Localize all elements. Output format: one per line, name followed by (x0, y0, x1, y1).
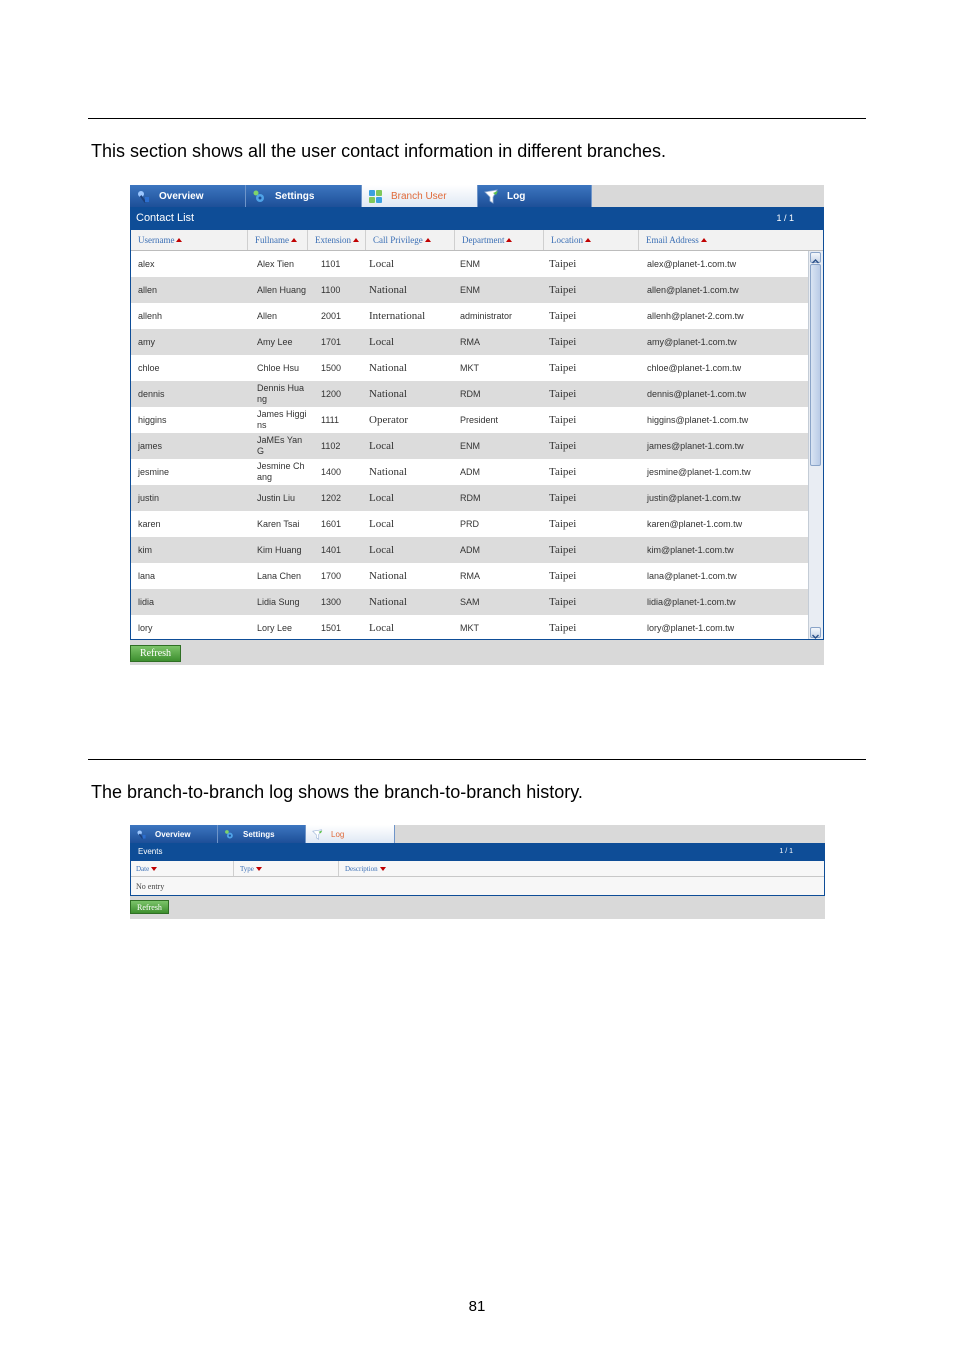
table-cell: justin@planet-1.com.tw (647, 492, 741, 503)
table-cell: karen (138, 518, 161, 529)
table-cell: Chloe Hsu (257, 362, 300, 373)
sort-asc-icon (506, 238, 512, 242)
table-cell: Taipei (549, 569, 577, 582)
section-intro: The branch-to-branch log shows the branch-to-branch history. (91, 782, 583, 802)
table-cell: lana@planet-1.com.tw (647, 570, 737, 581)
contact-table (130, 229, 824, 640)
table-row[interactable] (131, 459, 809, 485)
table-cell: Taipei (549, 543, 577, 556)
table-cell: amy@planet-1.com.tw (647, 336, 737, 347)
log-icon (484, 189, 499, 204)
table-cell: Amy Lee (257, 336, 293, 347)
table-cell: Taipei (549, 361, 577, 374)
contact-list-header (130, 207, 824, 229)
table-cell: Allen (257, 310, 278, 321)
table-cell: alex (138, 258, 155, 269)
table-cell: alex@planet-1.com.tw (647, 258, 737, 269)
table-cell: PRD (460, 518, 480, 529)
settings-icon (252, 189, 267, 204)
table-cell: 1202 (321, 492, 342, 503)
scroll-up-icon[interactable] (810, 252, 821, 263)
table-cell: amy (138, 336, 156, 347)
table-cell: Taipei (549, 257, 577, 270)
settings-icon (224, 829, 235, 840)
table-row[interactable] (131, 563, 809, 589)
panel-title: Events (138, 847, 163, 856)
branch-user-icon (368, 189, 383, 204)
table-cell: lana (138, 570, 156, 581)
overview-icon (136, 829, 147, 840)
sort-asc-icon (425, 238, 431, 242)
table-cell: 1101 (321, 258, 341, 269)
log-icon (312, 829, 323, 840)
table-cell: lidia@planet-1.com.tw (647, 596, 736, 607)
table-cell: Taipei (549, 413, 577, 426)
table-cell: Justin Liu (257, 492, 296, 503)
table-cell: allenh (138, 310, 163, 321)
table-cell: 1601 (321, 518, 342, 529)
table-cell: National (369, 465, 407, 478)
table-cell: President (460, 414, 499, 425)
table-row[interactable] (131, 277, 809, 303)
table-cell: jesmine@planet-1.com.tw (647, 466, 751, 477)
col-location[interactable]: Location (544, 230, 639, 250)
vertical-scrollbar[interactable] (808, 251, 823, 639)
section-divider (88, 759, 866, 760)
section-intro: This section shows all the user contact information in different branches. (91, 141, 666, 161)
section-divider (88, 118, 866, 119)
table-cell: kim (138, 544, 152, 555)
tab-label: Overview (155, 829, 191, 839)
table-cell: SAM (460, 596, 480, 607)
table-cell: Taipei (549, 595, 577, 608)
table-cell: ENM (460, 440, 480, 451)
table-cell: Taipei (549, 621, 577, 634)
table-cell: National (369, 361, 407, 374)
table-cell: RDM (460, 388, 481, 399)
tab-label: Settings (275, 190, 315, 202)
tab-log[interactable] (306, 825, 395, 843)
table-cell: higgins@planet-1.com.tw (647, 414, 749, 425)
events-table (130, 860, 825, 896)
page-indicator: 1 / 1 (779, 848, 793, 855)
sort-asc-icon (585, 238, 591, 242)
table-cell: National (369, 387, 407, 400)
tab-label: Settings (243, 829, 275, 839)
table-row[interactable] (131, 407, 809, 433)
tab-label: Branch User (391, 190, 447, 202)
tab-branch-user[interactable] (362, 185, 478, 207)
sort-asc-icon (291, 238, 297, 242)
table-cell: 1102 (321, 440, 341, 451)
refresh-button[interactable]: Refresh (130, 900, 169, 914)
refresh-button[interactable]: Refresh (130, 645, 181, 662)
table-cell: Lidia Sung (257, 596, 300, 607)
table-cell: RMA (460, 336, 480, 347)
col-username[interactable]: Username (131, 230, 248, 250)
table-cell: Local (369, 621, 395, 634)
table-cell: James Higgi ns (257, 409, 307, 430)
table-cell: ADM (460, 544, 480, 555)
table-cell: administrator (460, 310, 513, 321)
sort-asc-icon (353, 238, 359, 242)
table-cell: ENM (460, 258, 480, 269)
table-cell: allenh@planet-2.com.tw (647, 310, 744, 321)
table-row[interactable] (131, 329, 809, 355)
page-number: 81 (468, 1298, 486, 1315)
table-row[interactable] (131, 589, 809, 615)
table-header (131, 861, 824, 877)
table-cell: justin (138, 492, 160, 503)
table-cell: National (369, 595, 407, 608)
table-cell: 1700 (321, 570, 342, 581)
table-cell: MKT (460, 622, 479, 633)
sort-desc-icon (151, 867, 157, 871)
col-type[interactable]: Type (234, 861, 339, 876)
table-cell: Local (369, 543, 395, 556)
table-cell: RDM (460, 492, 481, 503)
table-cell: Taipei (549, 517, 577, 530)
table-row[interactable] (131, 511, 809, 537)
table-cell: 1111 (321, 414, 340, 425)
table-cell: Kim Huang (257, 544, 302, 555)
scroll-thumb[interactable] (810, 264, 821, 466)
col-call-privilege[interactable]: Call Privilege (366, 230, 455, 250)
table-row[interactable] (131, 251, 809, 277)
table-cell: Local (369, 335, 395, 348)
table-cell: jesmine (138, 466, 170, 477)
table-cell: National (369, 283, 407, 296)
table-cell: Local (369, 517, 395, 530)
table-cell: Local (369, 257, 395, 270)
table-cell: Taipei (549, 283, 577, 296)
table-row[interactable] (131, 537, 809, 563)
table-cell: Lory Lee (257, 622, 293, 633)
table-cell: kim@planet-1.com.tw (647, 544, 734, 555)
table-cell: karen@planet-1.com.tw (647, 518, 743, 529)
tab-log[interactable] (478, 185, 592, 207)
table-header (131, 230, 823, 251)
scroll-down-icon[interactable] (810, 627, 821, 638)
col-description[interactable]: Description (339, 861, 824, 876)
table-cell: james@planet-1.com.tw (647, 440, 744, 451)
col-date[interactable]: Date (131, 861, 234, 876)
table-cell: dennis@planet-1.com.tw (647, 388, 747, 399)
table-cell: Local (369, 491, 395, 504)
table-cell: dennis (138, 388, 165, 399)
table-cell: lory@planet-1.com.tw (647, 622, 735, 633)
table-cell: higgins (138, 414, 167, 425)
table-cell: 1401 (321, 544, 342, 555)
col-fullname[interactable]: Fullname (248, 230, 308, 250)
col-department[interactable]: Department (455, 230, 544, 250)
table-cell: 1200 (321, 388, 342, 399)
table-cell: Operator (369, 413, 409, 426)
table-row[interactable] (131, 615, 809, 640)
table-row[interactable] (131, 485, 809, 511)
table-cell: 1701 (321, 336, 342, 347)
log-events-screenshot (130, 825, 825, 919)
table-cell: Dennis Hua ng (257, 383, 305, 404)
table-cell: 1500 (321, 362, 342, 373)
tab-label: Log (507, 190, 526, 202)
tab-label: Overview (159, 190, 204, 202)
tab-settings[interactable] (218, 825, 306, 843)
table-cell: 1100 (321, 284, 341, 295)
table-cell: Taipei (549, 465, 577, 478)
table-row[interactable] (131, 381, 809, 407)
overview-icon (136, 189, 151, 204)
sort-desc-icon (380, 867, 386, 871)
sort-asc-icon (176, 238, 182, 242)
tab-overview[interactable] (130, 825, 218, 843)
tab-label: Log (331, 829, 345, 839)
tab-overview[interactable] (130, 185, 246, 207)
table-cell: Taipei (549, 439, 577, 452)
tab-settings[interactable] (246, 185, 362, 207)
table-cell: allen (138, 284, 158, 295)
tab-bar (130, 185, 592, 207)
table-cell: Karen Tsai (257, 518, 300, 529)
table-cell: james (138, 440, 163, 451)
table-cell: chloe (138, 362, 160, 373)
events-header (130, 843, 825, 860)
table-cell: National (369, 569, 407, 582)
table-cell: chloe@planet-1.com.tw (647, 362, 742, 373)
col-email[interactable]: Email Address (639, 230, 824, 250)
table-cell: Taipei (549, 335, 577, 348)
table-body (131, 251, 809, 639)
table-cell: 2001 (321, 310, 342, 321)
table-cell: 1400 (321, 466, 342, 477)
table-cell: Taipei (549, 309, 577, 322)
table-cell: Jesmine Ch ang (257, 461, 305, 482)
table-cell: International (369, 309, 426, 322)
table-cell: Allen Huang (257, 284, 307, 295)
panel-title: Contact List (136, 212, 195, 224)
table-cell: 1300 (321, 596, 342, 607)
table-cell: ENM (460, 284, 480, 295)
page-indicator: 1 / 1 (776, 213, 794, 223)
table-row[interactable] (131, 303, 809, 329)
table-row[interactable] (131, 355, 809, 381)
table-cell: MKT (460, 362, 479, 373)
table-cell: Taipei (549, 387, 577, 400)
table-cell: ADM (460, 466, 480, 477)
table-cell: allen@planet-1.com.tw (647, 284, 739, 295)
table-cell: Taipei (549, 491, 577, 504)
tab-bar (130, 825, 395, 843)
table-cell: RMA (460, 570, 480, 581)
table-cell: lidia (138, 596, 155, 607)
contact-list-screenshot (130, 185, 824, 665)
table-cell: Alex Tien (257, 258, 295, 269)
table-cell: lory (138, 622, 153, 633)
table-cell: JaMEs Yan G (257, 435, 303, 456)
table-cell: Lana Chen (257, 570, 302, 581)
table-row[interactable] (131, 433, 809, 459)
table-cell: 1501 (321, 622, 342, 633)
empty-state: No entry (136, 881, 165, 891)
sort-desc-icon (256, 867, 262, 871)
table-cell: Local (369, 439, 395, 452)
sort-asc-icon (701, 238, 707, 242)
col-extension[interactable]: Extension (308, 230, 366, 250)
